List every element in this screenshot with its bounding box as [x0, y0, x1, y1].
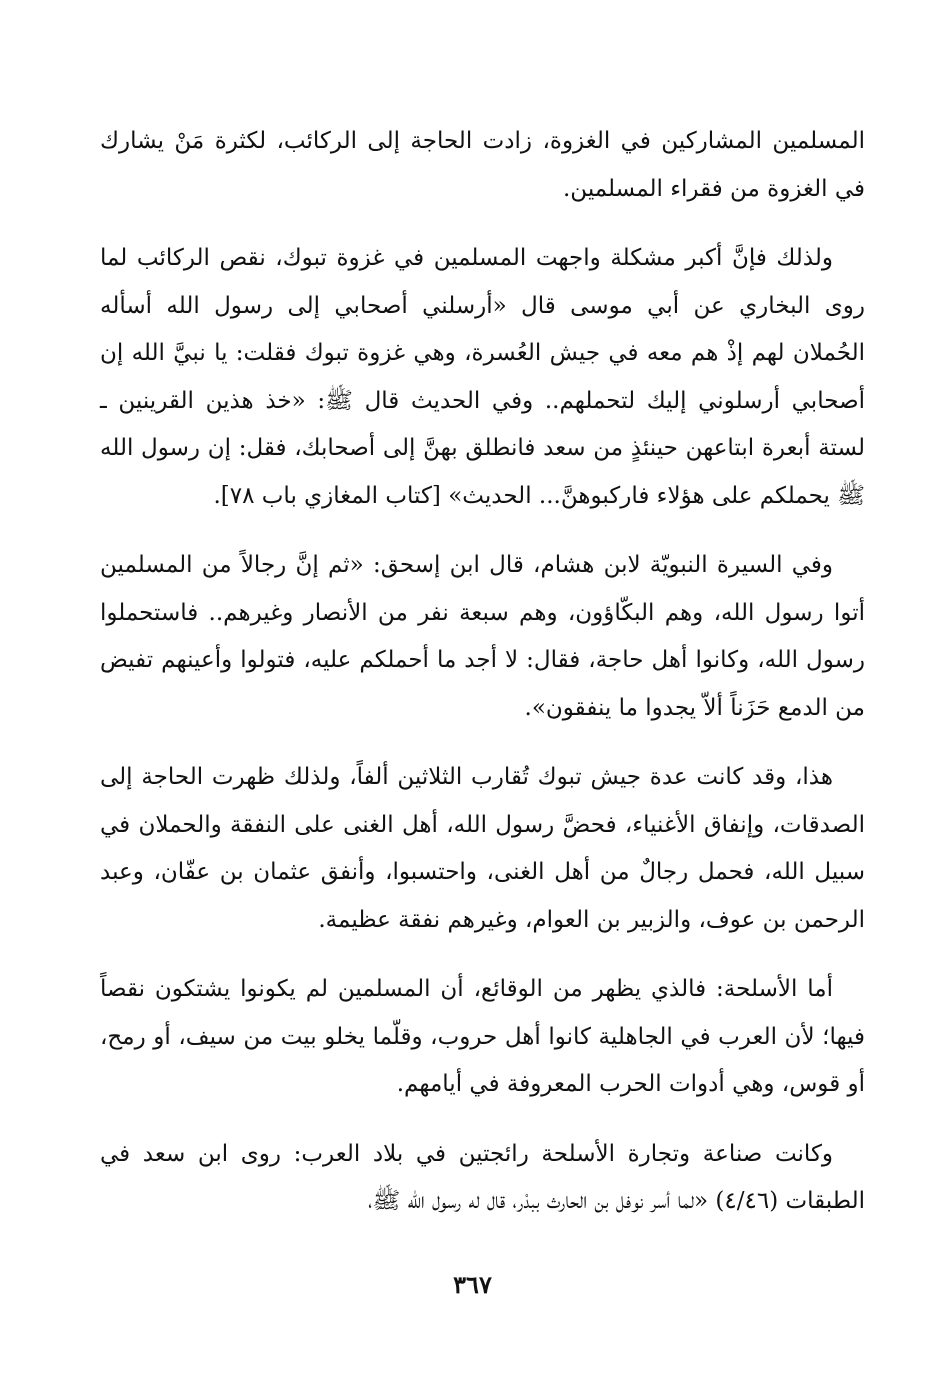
paragraph-ibn-hisham: وفي السيرة النبويّة لابن هشام، قال ابن إسحق: «ثم إنَّ رجالاً من المسلمين أتوا رسول الله، وهم البكّاؤون، وهم سبعة نفر من الأنصار وغيرهم.. فاستحملوا رسول الله، وكانوا أهل حاجة، فقال: لا أجد ما أحملكم عليه، فتولوا وأعينهم تفيض من الدمع حَزَناً ألاّ يجدوا ما ينفقون».	[100, 552, 865, 721]
paragraph-arms-trade: وكانت صناعة وتجارة الأسلحة رائجتين في بلاد العرب: روى ابن سعد في الطبقات (٤/٤٦) «لما أسر نوفل بن الحارث ببدْر، قال له رسول الله ﷺ،	[100, 1140, 865, 1214]
paragraph-tabuk-mounts: ولذلك فإنَّ أكبر مشكلة واجهت المسلمين في غزوة تبوك، نقص الركائب لما روى البخاري عن أبي موسى قال «أرسلني أصحابي إلى رسول الله أسأله الحُملان لهم إذْ هم معه في جيش العُسرة، وهي غزوة تبوك فقلت: يا نبيَّ الله إن أصحابي أرسلوني إليك لتحملهم.. وفي الحديث قال ﷺ: «خذ هذين القرينين ـ لستة أبعرة ابتاعهن حينئذٍ من سعد فانطلق بهنَّ إلى أصحابك، فقل: إن رسول الله ﷺ يحملكم على هؤلاء فاركبوهنَّ... الحديث» [كتاب المغازي باب ٧٨].	[100, 245, 865, 509]
page-number: ٣٦٧	[453, 1270, 492, 1299]
page-body	[100, 118, 865, 1248]
paragraph-army-size: هذا، وقد كانت عدة جيش تبوك تُقارب الثلاثين ألفاً، ولذلك ظهرت الحاجة إلى الصدقات، وإنفاق الأغنياء، فحضَّ رسول الله، أهل الغنى على النفقة والحملان في سبيل الله، فحمل رجالٌ من أهل الغنى، واحتسبوا، وأنفق عثمان بن عفّان، وعبد الرحمن بن عوف، والزبير بن العوام، وغيرهم نفقة عظيمة.	[100, 764, 865, 933]
paragraph-weapons: أما الأسلحة: فالذي يظهر من الوقائع، أن المسلمين لم يكونوا يشتكون نقصاً فيها؛ لأن العرب في الجاهلية كانوا أهل حروب، وقلّما يخلو بيت من سيف، أو رمح، أو قوس، وهي أدوات الحرب المعروفة في أيامهم.	[100, 976, 865, 1097]
paragraph-continuation: المسلمين المشاركين في الغزوة، زادت الحاجة إلى الركائب، لكثرة مَنْ يشارك في الغزوة من فقراء المسلمين.	[100, 128, 865, 202]
